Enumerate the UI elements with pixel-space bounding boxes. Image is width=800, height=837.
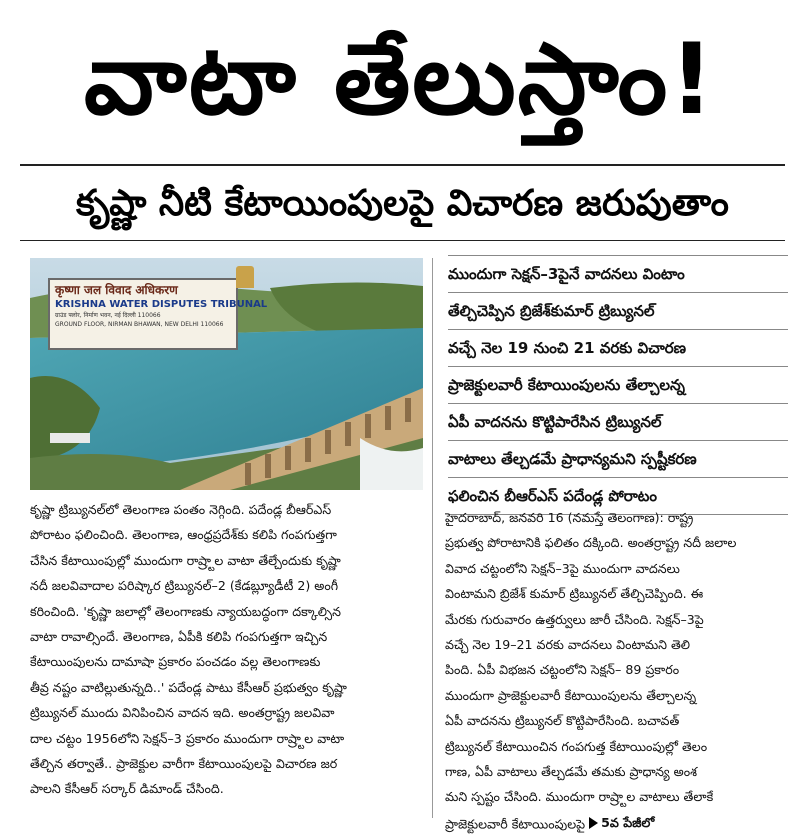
subheadline: కృష్ణా నీటి కేటాయింపులపై విచారణ జరుపుతాం [76, 183, 729, 224]
left-article-column [30, 497, 428, 802]
sign-english-text: KRISHNA WATER DISPUTES TRIBUNAL [55, 299, 268, 310]
article-line: కృష్ణా ట్రిబ్యునల్‌లో తెలంగాణ పంతం నెగ్గింది. పదేండ్ల బీఆర్‌ఎస్ [30, 502, 332, 517]
highlight-point: ముందుగా సెక్షన్–3పైనే వాదనలు వింటాం [448, 255, 788, 293]
article-line-text: ప్రాజెక్టులవారీ కేటాయింపులపై [445, 816, 586, 832]
highlight-point: వాటాలు తేల్చడమే ప్రాధాన్యమని స్పష్టీకరణ [448, 441, 788, 478]
arrow-right-icon [589, 817, 598, 829]
right-article-column [445, 505, 790, 837]
continued-on-page-link[interactable] [589, 810, 654, 835]
highlight-point: ప్రాజెక్టులవారీ కేటాయింపులను తేల్చాలన్న [448, 367, 788, 404]
highlight-points [448, 255, 788, 515]
article-last-line [445, 810, 790, 837]
national-emblem-icon [236, 266, 254, 288]
sign-address-english: GROUND FLOOR, NIRMAN BHAWAN, NEW DELHI 110066 [55, 321, 224, 328]
article-line: కేటాయింపులను దామాషా ప్రకారం పంచడం వల్ల తెలంగాణకు [30, 654, 321, 670]
article-line: వివాద చట్టంలోని సెక్షన్–3పై ముందుగా వాదనలు [445, 560, 680, 576]
article-line: తేల్చిన తర్వాతే.. ప్రాజెక్టుల వారీగా కేటాయింపులపై విచారణ జర [30, 756, 338, 772]
article-line: హైదరాబాద్, జనవరి 16 (నమస్తే తెలంగాణ): రాష్ట్ర [445, 510, 694, 525]
article-line: ఏపీ వాదనను ట్రిబ్యునల్ కొట్టిపారేసింది. బచావత్ [445, 713, 680, 729]
article-line: వచ్చే నెల 19–21 వరకు వాదనలు వింటామని తెలి [445, 637, 691, 653]
article-line: చేసిన కేటాయింపుల్లో ముందుగా రాష్ర్టాల వాటా తేల్చేందుకు కృష్ణా [30, 552, 341, 568]
highlight-point: ఏపీ వాదనను కొట్టిపారేసిన ట్రిబ్యునల్ [448, 404, 788, 441]
article-line: మని స్పష్టం చేసింది. ముందుగా రాష్ర్టాల వాటాలు తేలాకే [445, 789, 714, 805]
headline: వాటా తేలుస్తాం! [84, 23, 716, 137]
article-line: ముందుగా ప్రాజెక్టులవారీ కేటాయింపులను తేల్చాలన్న [445, 687, 697, 703]
tribunal-signboard [48, 278, 268, 350]
article-line: తీవ్ర నష్టం వాటిల్లుతున్నది..' పదేండ్ల పాటు కేసీఆర్ ప్రభుత్వం కృష్ణా [30, 679, 347, 695]
highlight-point: వచ్చే నెల 19 నుంచి 21 వరకు విచారణ [448, 330, 788, 367]
article-line: వాటా రావాల్సిందే. తెలంగాణ, ఏపీకి కలిపి గంపగుత్తగా ఇచ్చిన [30, 629, 328, 645]
continued-on-page-label: 5వ పేజీలో [601, 814, 655, 830]
article-line: ట్రిబ్యునల్ ముందు వినిపించిన వాదన ఇది. అంతర్రాష్ట్ర జలవివా [30, 705, 335, 721]
article-line: దాల చట్టం 1956లోని సెక్షన్–3 ప్రకారం ముందుగా రాష్ర్టాల వాటా [30, 730, 345, 746]
highlight-point: తేల్చిచెప్పిన బ్రిజేశ్‌కుమార్ ట్రిబ్యునల్ [448, 293, 788, 330]
headline-rule [20, 164, 785, 166]
highlight-point: ఫలించిన బీఆర్‌ఎస్ పదేండ్ల పోరాటం [448, 478, 788, 515]
sign-hindi-text: कृष्णा जल विवाद अधिकरण [55, 283, 178, 297]
article-line: ట్రిబ్యునల్ కేటాయించిన గంపగుత్త కేటాయింపుల్లో తెలం [445, 738, 708, 754]
article-line: కరించింది. 'కృష్ణా జలాల్లో తెలంగాణకు న్యాయబద్ధంగా దక్కాల్సిన [30, 603, 341, 619]
sign-address-hindi: ग्राउंड फ्लोर, निर्माण भवन, नई दिल्ली 110066 [55, 312, 161, 319]
dam-photo [30, 258, 423, 490]
column-divider [432, 258, 433, 818]
article-line: నదీ జలవివాదాల పరిష్కార ట్రిబ్యునల్–2 (కేడబ్ల్యూడీటీ 2) అంగీ [30, 578, 339, 594]
article-line: గాణ, ఏపీ వాటాలు తేల్చడమే తమకు ప్రాధాన్య అంశ [445, 764, 698, 780]
article-line: వింటామని బ్రిజేశ్ కుమార్ ట్రిబ్యునల్ తేల్చిచెప్పింది. ఈ [445, 586, 704, 602]
article-line: పాలని కేసీఆర్ సర్కార్ డిమాండ్ చేసింది. [30, 781, 224, 797]
article-line: ప్రభుత్వ పోరాటానికి ఫలితం దక్కింది. అంతర్రాష్ట్ర నదీ జలాల [445, 535, 737, 551]
article-line: పింది. ఏపీ విభజన చట్టంలోని సెక్షన్– 89 ప్రకారం [445, 662, 680, 678]
article-line: పోరాటం ఫలించింది. తెలంగాణ, ఆంధ్రప్రదేశ్‌కు కలిపి గంపగుత్తగా [30, 527, 337, 543]
subhead-rule [20, 240, 785, 241]
article-line: మేరకు గురువారం ఉత్తర్వులు జారీ చేసింది. సెక్షన్–3పై [445, 611, 704, 627]
